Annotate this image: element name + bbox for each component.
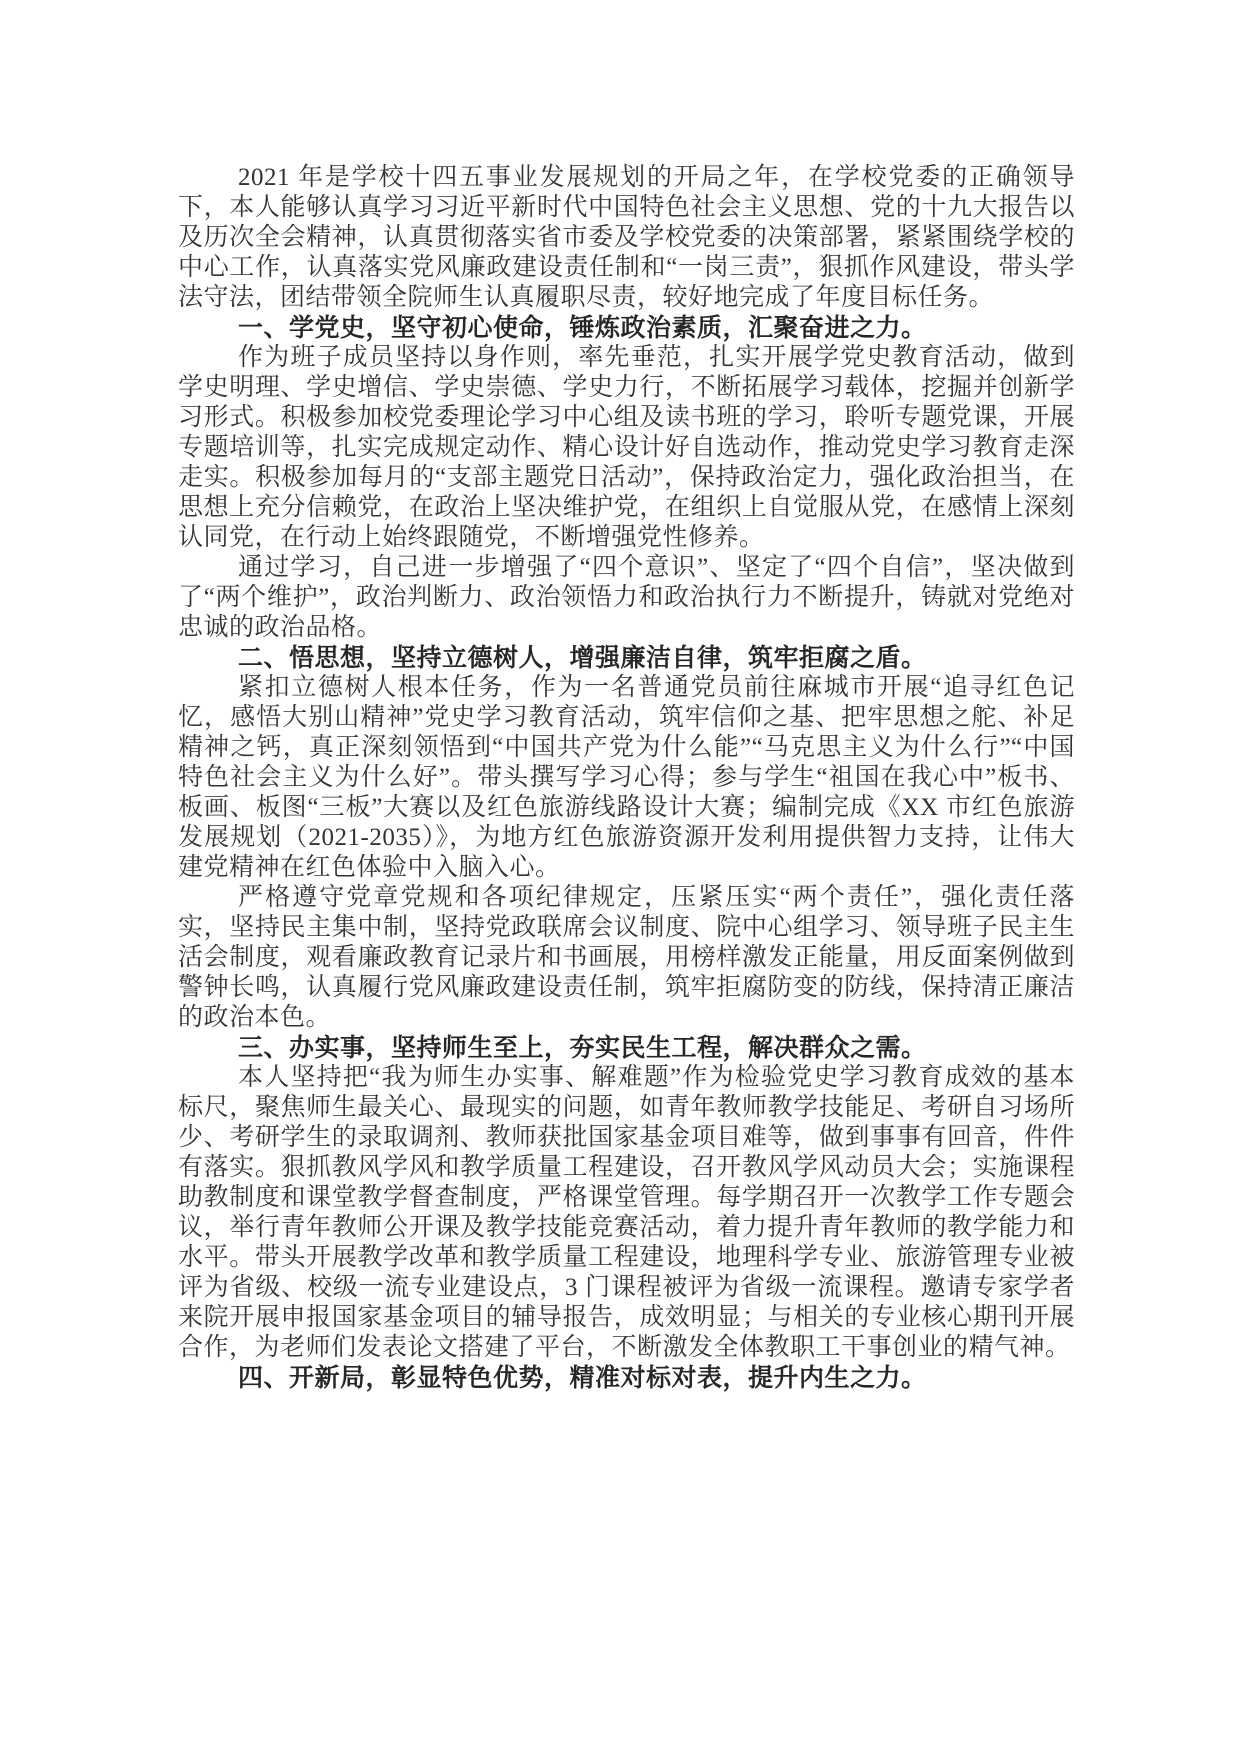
section-heading: 二、悟思想，坚持立德树人，增强廉洁自律，筑牢拒腐之盾。 — [238, 644, 927, 672]
document-body — [178, 163, 1075, 1393]
paragraph: 严格遵守党章党规和各项纪律规定，压紧压实“两个责任”，强化责任落实，坚持民主集中制，坚持党政联席会议制度、院中心组学习、领导班子民主生活会制度，观看廉政教育记录片和书画展，用榜样激发正能量，用反面案例做到警钟长鸣，认真履行党风廉政建设责任制，筑牢拒腐防变的防线，保持清正廉洁的政治本色。 — [178, 884, 1075, 1031]
paragraph: 本人坚持把“我为师生办实事、解难题”作为检验党史学习教育成效的基本标尺，聚焦师生最关心、最现实的问题，如青年教师教学技能足、考研自习场所少、考研学生的录取调剂、教师获批国家基金项目难等，做到事事有回音，件件有落实。狠抓教风学风和教学质量工程建设，召开教风学风动员大会；实施课程助教制度和课堂教学督查制度，严格课堂管理。每学期召开一次教学工作专题会议，举行青年教师公开课及教学技能竞赛活动，着力提升青年教师的教学能力和水平。带头开展教学改革和教学质量工程建设，地理科学专业、旅游管理专业被评为省级、校级一流专业建设点，3 门课程被评为省级一流课程。邀请专家学者来院开展申报国家基金项目的辅导报告，成效明显；与相关的专业核心期刊开展合作，为老师们发表论文搭建了平台，不断激发全体教职工干事创业的精气神。 — [178, 1064, 1075, 1361]
section-heading: 三、办实事，坚持师生至上，夯实民生工程，解决群众之需。 — [238, 1034, 927, 1062]
paragraph: 作为班子成员坚持以身作则，率先垂范，扎实开展学党史教育活动，做到学史明理、学史增信、学史崇德、学史力行，不断拓展学习载体，挖掘并创新学习形式。积极参加校党委理论学习中心组及读书班的学习，聆听专题党课，开展专题培训等，扎实完成规定动作、精心设计好自选动作，推动党史学习教育走深走实。积极参加每月的“支部主题党日活动”，保持政治定力，强化政治担当，在思想上充分信赖党，在政治上坚决维护党，在组织上自觉服从党，在感情上深刻认同党，在行动上始终跟随党，不断增强党性修养。 — [178, 344, 1075, 551]
paragraph: 2021 年是学校十四五事业发展规划的开局之年，在学校党委的正确领导下，本人能够认真学习习近平新时代中国特色社会主义思想、党的十九大报告以及历次全会精神，认真贯彻落实省市委及学校党委的决策部署，紧紧围绕学校的中心工作，认真落实党风廉政建设责任制和“一岗三责”，狠抓作风建设，带头学法守法，团结带领全院师生认真履职尽责，较好地完成了年度目标任务。 — [178, 164, 1075, 311]
paragraph: 紧扣立德树人根本任务，作为一名普通党员前往麻城市开展“追寻红色记忆，感悟大别山精神”党史学习教育活动，筑牢信仰之基、把牢思想之舵、补足精神之钙，真正深刻领悟到“中国共产党为什么能”“马克思主义为什么行”“中国特色社会主义为什么好”。带头撰写学习心得；参与学生“祖国在我心中”板书、板画、板图“三板”大赛以及红色旅游线路设计大赛；编制完成《XX 市红色旅游发展规划（2021-2035）》，为地方红色旅游资源开发利用提供智力支持，让伟大建党精神在红色体验中入脑入心。 — [178, 674, 1075, 881]
section-heading: 一、学党史，坚守初心使命，锤炼政治素质，汇聚奋进之力。 — [238, 314, 927, 342]
paragraph: 通过学习，自己进一步增强了“四个意识”、坚定了“四个自信”，坚决做到了“两个维护”，政治判断力、政治领悟力和政治执行力不断提升，铸就对党绝对忠诚的政治品格。 — [178, 554, 1075, 641]
section-heading: 四、开新局，彰显特色优势，精准对标对表，提升内生之力。 — [238, 1364, 927, 1392]
